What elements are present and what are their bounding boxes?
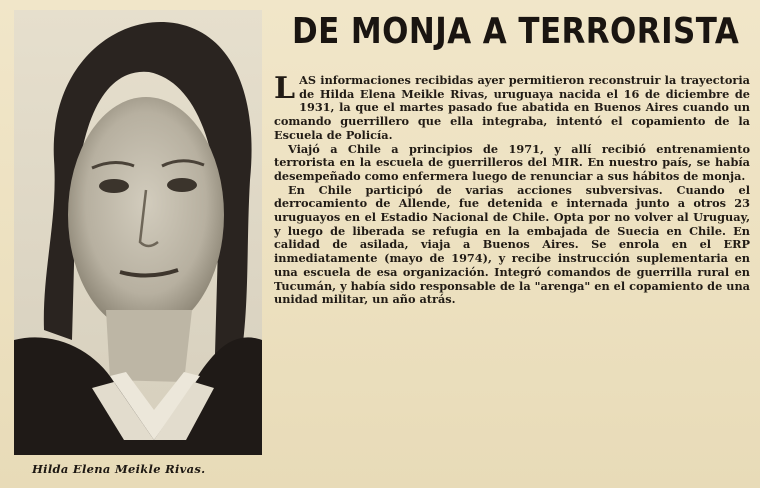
headline: DE MONJA A TERRORISTA [292, 11, 740, 52]
photo-caption: Hilda Elena Meikle Rivas. [32, 462, 206, 476]
paragraph-2: Viajó a Chile a principios de 1971, y allí recibió entrenamiento terrorista en la escuela de guerrilleros del MIR. En nuestro país, se había desempeñado como enfermera luego de renunciar a sus hábitos de monja. [274, 141, 750, 183]
drop-cap: L [274, 71, 296, 106]
paragraph-1-text: AS informaciones recibidas ayer permitieron reconstruir la trayectoria de Hilda Elena Meikle Rivas, uruguaya nacida el 16 de diciembre de 1931, la que el martes pasado fue abatida en Buenos Aires cuando un comando guerrillero que ella integraba, intentó el copamiento de la Escuela de Policía. [274, 73, 750, 142]
portrait-photo [14, 10, 262, 455]
paragraph-1 [274, 71, 750, 143]
article-body [274, 71, 750, 307]
portrait-image [14, 10, 262, 455]
paragraph-3: En Chile participó de varias acciones subversivas. Cuando el derrocamiento de Allende, fue detenida e internada junto a otros 23 uruguayos en el Estadio Nacional de Chile. Opta por no volver al Uruguay, y luego de liberada se refugia en la embajada de Suecia en Chile. En calidad de asilada, viaja a Buenos Aires. Se enrola en el ERP inmediatamente (mayo de 1974), y recibe instrucción suplementaria en una escuela de esa organización. Integró comandos de guerrilla rural en Tucumán, y había sido responsable de la "arenga" en el copamiento de una unidad militar, un año atrás. [274, 182, 750, 307]
